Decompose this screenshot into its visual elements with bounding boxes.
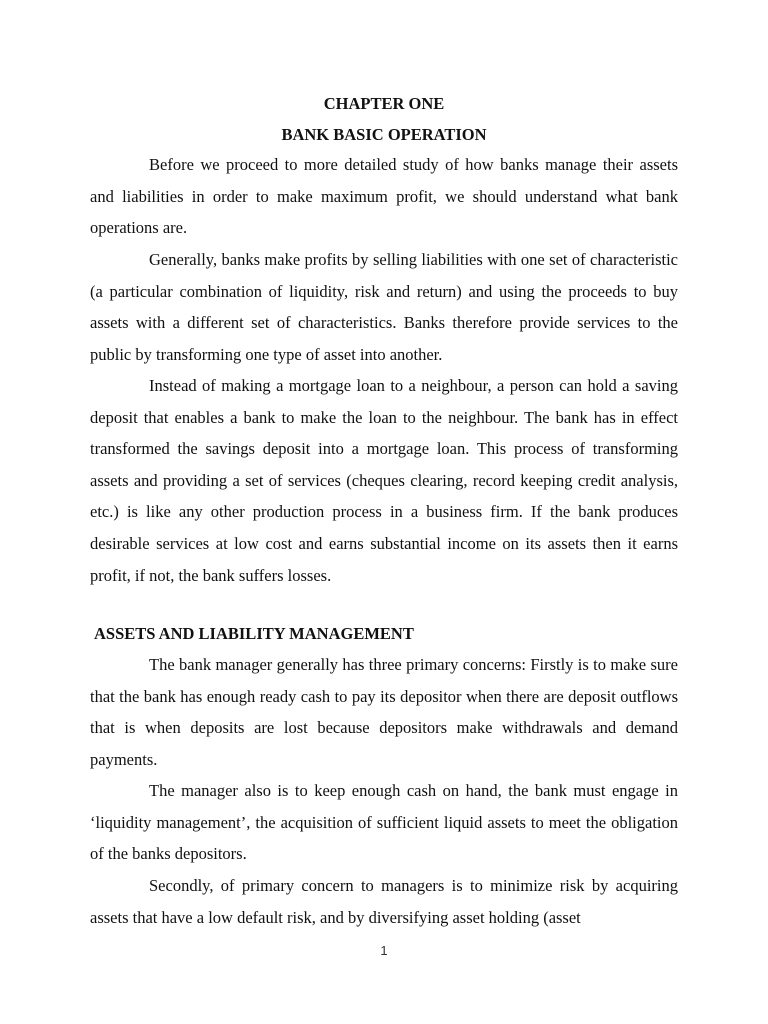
chapter-title: CHAPTER ONE bbox=[323, 94, 445, 113]
section-paragraph-2: The manager also is to keep enough cash on hand, the bank must engage in ‘liquidity management’, the acquisition of sufficient liquid assets to meet the obligation of the banks depositors. bbox=[90, 781, 678, 864]
section-heading: ASSETS AND LIABILITY MANAGEMENT bbox=[94, 624, 414, 643]
section-paragraph-3: Secondly, of primary concern to managers is to minimize risk by acquiring assets that have a low default risk, and by diversifying asset holding (asset bbox=[90, 876, 678, 927]
intro-paragraph-1: Before we proceed to more detailed study of how banks manage their assets and liabilities in order to make maximum profit, we should understand what bank operations are. bbox=[90, 155, 678, 238]
page-number: 1 bbox=[380, 943, 388, 958]
intro-paragraph-3: Instead of making a mortgage loan to a neighbour, a person can hold a saving deposit that enables a bank to make the loan to the neighbour. The bank has in effect transformed the savings deposit into a mortgage loan. This process of transforming assets and providing a set of services (cheques clearing, record keeping credit analysis, etc.) is like any other production process in a business firm. If the bank produces desirable services at low cost and earns substantial income on its assets then it earns profit, if not, the bank suffers losses. bbox=[90, 376, 678, 585]
section-paragraph-1: The bank manager generally has three primary concerns: Firstly is to make sure that the bank has enough ready cash to pay its depositor when there are deposit outflows that is when deposits are lost because depositors make withdrawals and demand payments. bbox=[90, 655, 678, 769]
chapter-subtitle: BANK BASIC OPERATION bbox=[281, 125, 487, 144]
intro-paragraph-2: Generally, banks make profits by selling liabilities with one set of characteristic (a particular combination of liquidity, risk and return) and using the proceeds to buy assets with a different set of characteristics. Banks therefore provide services to the public by transforming one type of asset into another. bbox=[90, 250, 678, 364]
